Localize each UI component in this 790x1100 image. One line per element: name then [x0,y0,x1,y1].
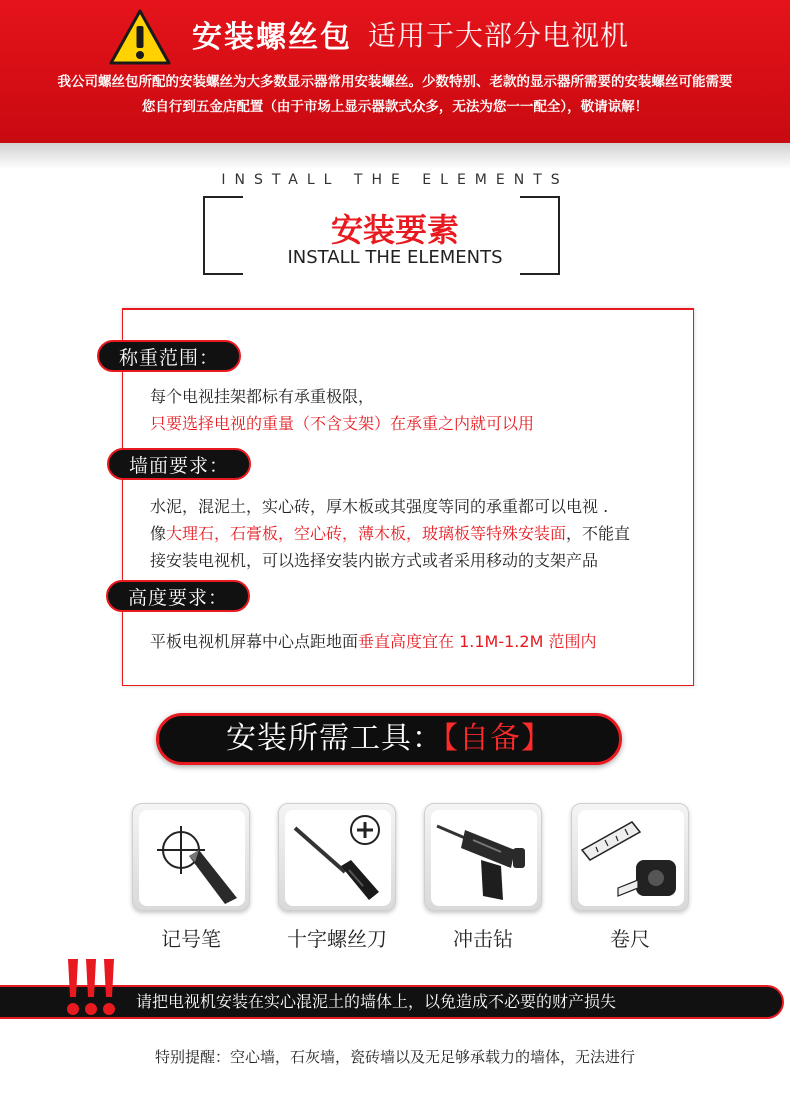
wall-text-line-2 [150,521,630,544]
section-title: 安装要素 [330,211,459,249]
tool-card-tape [571,803,689,911]
tool-label-drill: 冲击钻 [453,927,513,951]
tape-measure-icon [578,810,684,906]
tool-label-tape: 卷尺 [610,927,650,951]
tools-title-bar [156,713,622,765]
banner-shadow [0,143,790,169]
panel-top-line [123,308,693,310]
section-subtitle: INSTALL THE ELEMENTS [287,247,503,268]
phillips-screwdriver-icon [285,810,391,906]
wall-requirement-label: 墙面要求： [107,448,251,480]
weight-range-label: 称重范围： [97,340,241,372]
banner-title: 安装螺丝包 [192,20,352,55]
tools-title-main: 安装所需工具： [226,721,443,756]
height-requirement-label: 高度要求： [106,580,250,612]
tool-label-marker: 记号笔 [161,927,221,951]
weight-text-line-2: 只要选择电视的重量（不含支架）在承重之内就可以用 [150,414,535,433]
banner-notice-line-1: 我公司螺丝包所配的安装螺丝为大多数显示器常用安装螺丝。少数特别、老款的显示器所需要的安装螺丝可能需要 [57,74,733,90]
tools-title [159,716,619,762]
wall-text-line-2-start: 像 [150,524,167,543]
exclamation-marks-icon [64,955,120,1021]
tool-label-screwdriver: 十字螺丝刀 [287,927,387,951]
section-spaced-caption: INSTALL THE ELEMENTS [221,172,569,188]
height-text-start: 平板电视机屏幕中心点距地面 [150,632,359,651]
special-reminder-note: 特别提醒：空心墙，石灰墙，瓷砖墙以及无足够承载力的墙体，无法进行 [154,1048,635,1066]
tools-self-provided: 【自备】 [443,721,552,756]
tool-card-screwdriver [278,803,396,911]
tool-card-marker [132,803,250,911]
warning-triangle-icon [108,8,172,66]
impact-drill-icon [431,810,537,906]
tool-card-drill [424,803,542,911]
banner-notice-line-2: 您自行到五金店配置（由于市场上显示器款式众多，无法为您一一配全），敬请谅解！ [141,99,649,115]
banner-subtitle: 适用于大部分电视机 [368,19,630,52]
wall-text-line-1: 水泥，混泥土，实心砖，厚木板或其强度等同的承重都可以电视 . [150,497,609,516]
weight-text-line-1: 每个电视挂架都标有承重极限， [150,387,375,406]
marker-pen-icon [139,810,245,906]
warning-text: 请把电视机安装在实心混泥土的墙体上，以免造成不必要的财产损失 [136,992,617,1011]
warning-banner [0,0,790,143]
height-text [150,629,596,652]
wall-text-line-2-end: ，不能直 [566,524,631,543]
wall-text-line-3: 接安装电视机，可以选择安装内嵌方式或者采用移动的支架产品 [150,551,599,570]
special-surfaces-text: 大理石，石膏板，空心砖，薄木板，玻璃板等特殊安装面 [166,524,567,543]
height-range-text: 垂直高度宜在 1.1M-1.2M 范围内 [358,632,597,651]
